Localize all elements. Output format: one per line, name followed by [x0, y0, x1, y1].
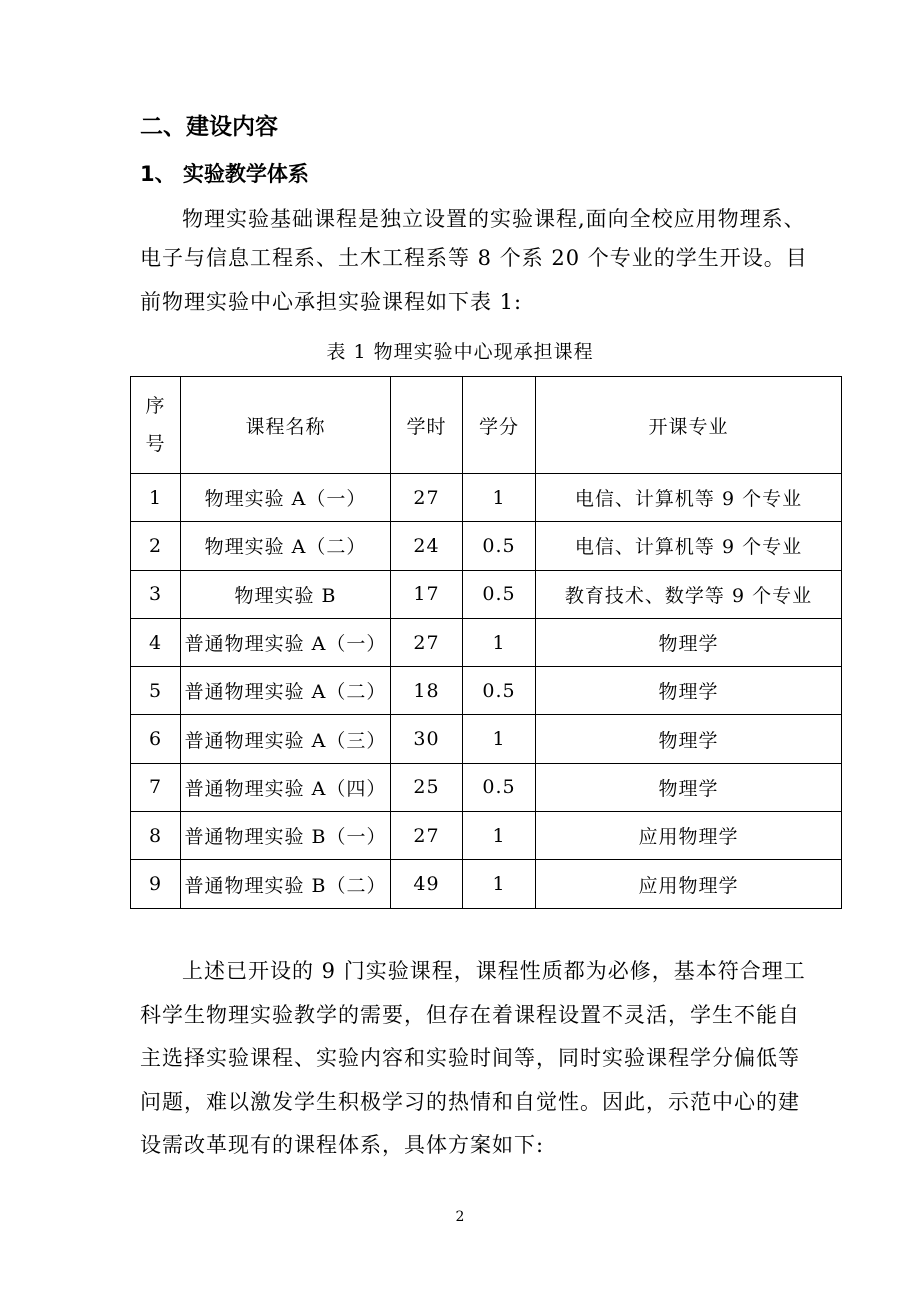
- cell-credits: 0.5: [463, 763, 536, 811]
- conclusion-line: 科学生物理实验教学的需要，但存在着课程设置不灵活，学生不能自: [140, 1003, 800, 1027]
- cell-majors: 物理学: [536, 667, 842, 715]
- header-majors: 开课专业: [536, 377, 842, 474]
- cell-hours: 27: [391, 618, 463, 666]
- cell-course-name: 物理实验 A（一）: [181, 474, 391, 522]
- cell-majors: 应用物理学: [536, 812, 842, 860]
- subsection-heading: 1、 实验教学体系: [140, 162, 309, 186]
- courses-table: [130, 376, 842, 909]
- cell-course-name: 普通物理实验 A（一）: [181, 618, 391, 666]
- cell-seq: 1: [131, 474, 181, 522]
- cell-majors: 物理学: [536, 763, 842, 811]
- cell-course-name: 普通物理实验 A（二）: [181, 667, 391, 715]
- section-heading: 二、建设内容: [140, 114, 278, 140]
- cell-course-name: 普通物理实验 B（二）: [181, 860, 391, 908]
- cell-credits: 1: [463, 812, 536, 860]
- cell-majors: 电信、计算机等 9 个专业: [536, 474, 842, 522]
- conclusion-line: 主选择实验课程、实验内容和实验时间等，同时实验课程学分偏低等: [140, 1046, 800, 1070]
- cell-seq: 3: [131, 570, 181, 618]
- table-row: [131, 618, 842, 666]
- page-number: 2: [455, 1209, 465, 1225]
- header-credits: 学分: [463, 377, 536, 474]
- cell-credits: 1: [463, 715, 536, 763]
- cell-credits: 0.5: [463, 570, 536, 618]
- cell-hours: 27: [391, 474, 463, 522]
- table-row: [131, 570, 842, 618]
- cell-hours: 24: [391, 522, 463, 570]
- header-seq-line2: 号: [145, 433, 166, 455]
- table-caption: 表 1 物理实验中心现承担课程: [326, 341, 594, 363]
- cell-credits: 1: [463, 474, 536, 522]
- cell-seq: 6: [131, 715, 181, 763]
- cell-hours: 18: [391, 667, 463, 715]
- intro-line: 物理实验基础课程是独立设置的实验课程,面向全校应用物理系、: [182, 207, 806, 231]
- cell-seq: 5: [131, 667, 181, 715]
- cell-credits: 0.5: [463, 522, 536, 570]
- cell-hours: 30: [391, 715, 463, 763]
- table-row: [131, 522, 842, 570]
- table-row: [131, 763, 842, 811]
- cell-credits: 0.5: [463, 667, 536, 715]
- table-row: [131, 474, 842, 522]
- table-row: [131, 715, 842, 763]
- cell-credits: 1: [463, 860, 536, 908]
- cell-majors: 电信、计算机等 9 个专业: [536, 522, 842, 570]
- cell-course-name: 普通物理实验 A（四）: [181, 763, 391, 811]
- cell-course-name: 物理实验 A（二）: [181, 522, 391, 570]
- header-course-name: 课程名称: [181, 377, 391, 474]
- cell-course-name: 普通物理实验 B（一）: [181, 812, 391, 860]
- conclusion-line: 设需改革现有的课程体系，具体方案如下:: [140, 1133, 545, 1157]
- header-seq-line1: 序: [145, 395, 166, 417]
- cell-hours: 27: [391, 812, 463, 860]
- intro-line: 电子与信息工程系、土木工程系等 8 个系 20 个专业的学生开设。目: [140, 246, 808, 270]
- header-hours: 学时: [391, 377, 463, 474]
- table-row: [131, 812, 842, 860]
- cell-seq: 2: [131, 522, 181, 570]
- cell-hours: 25: [391, 763, 463, 811]
- cell-seq: 7: [131, 763, 181, 811]
- cell-majors: 物理学: [536, 715, 842, 763]
- table-row: [131, 667, 842, 715]
- cell-seq: 9: [131, 860, 181, 908]
- cell-seq: 4: [131, 618, 181, 666]
- table-header-row: [131, 377, 842, 474]
- conclusion-line: 问题，难以激发学生积极学习的热情和自觉性。因此，示范中心的建: [140, 1090, 800, 1114]
- table-row: [131, 860, 842, 908]
- cell-majors: 物理学: [536, 618, 842, 666]
- cell-majors: 教育技术、数学等 9 个专业: [536, 570, 842, 618]
- cell-hours: 17: [391, 570, 463, 618]
- cell-course-name: 普通物理实验 A（三）: [181, 715, 391, 763]
- intro-line: 前物理实验中心承担实验课程如下表 1:: [140, 290, 523, 314]
- cell-seq: 8: [131, 812, 181, 860]
- conclusion-line: 上述已开设的 9 门实验课程，课程性质都为必修，基本符合理工: [182, 959, 806, 983]
- header-seq: [131, 377, 181, 474]
- cell-course-name: 物理实验 B: [181, 570, 391, 618]
- cell-credits: 1: [463, 618, 536, 666]
- cell-hours: 49: [391, 860, 463, 908]
- cell-majors: 应用物理学: [536, 860, 842, 908]
